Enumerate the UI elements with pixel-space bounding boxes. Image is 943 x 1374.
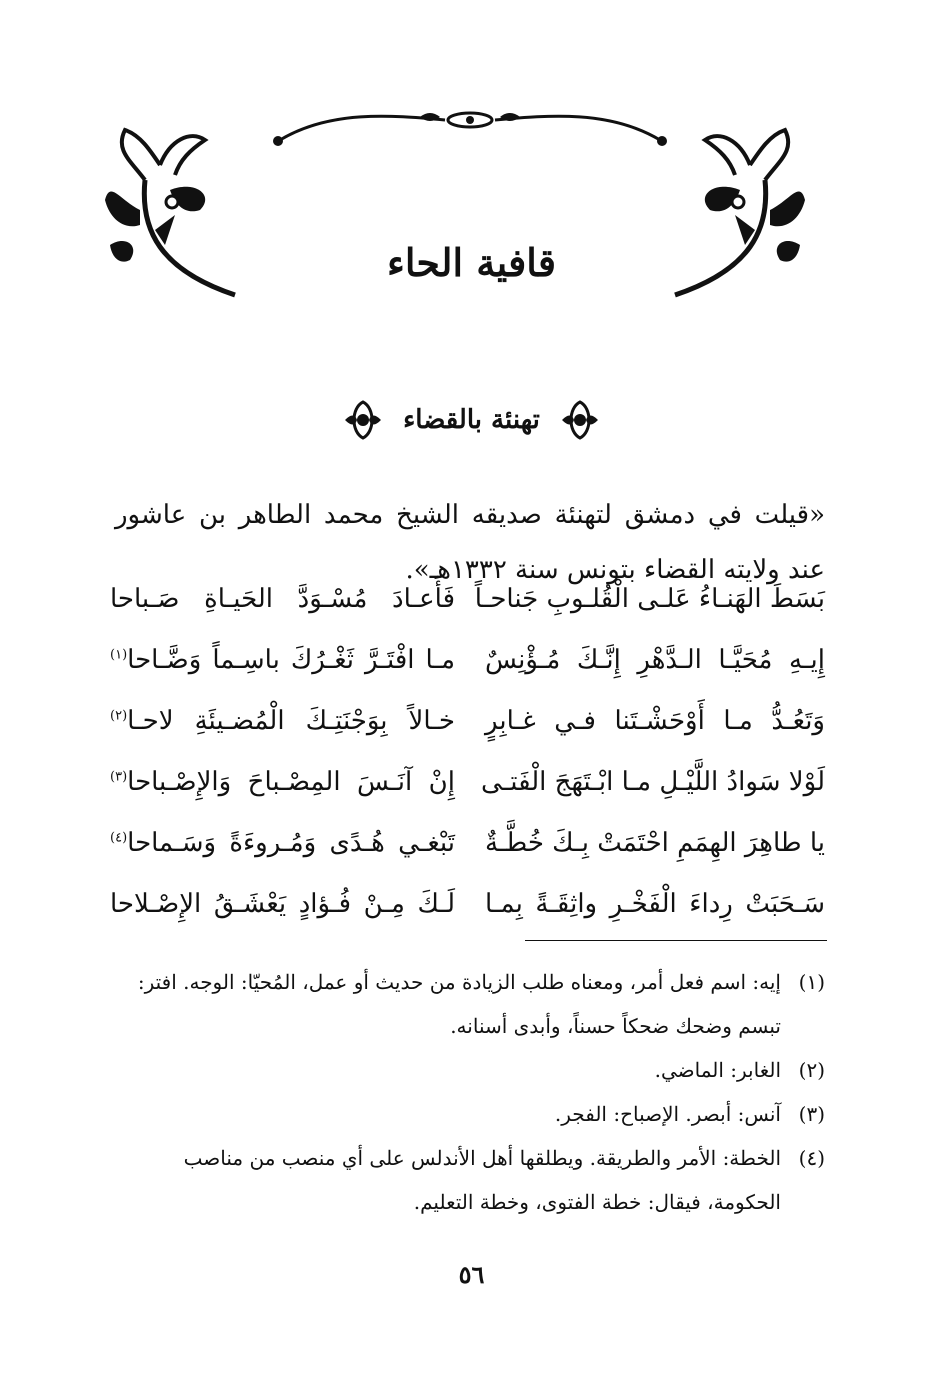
verse-second-hemistich: مـا افْتَـرَّ ثَغْـرُكَ باسِـماً وَضَّـاحا$^{(١)}$ [110,644,455,675]
footnote-ref: (٤) [110,829,128,845]
verse-first-hemistich: وَتَعُـدُّ مـا أَوْحَشْـتَنا فـي غـابِرٍ [485,705,825,736]
footnote-ref: (٣) [110,768,128,784]
footnote [110,960,825,1048]
verse-first-hemistich: سَـحَبَتْ رِداءَ الْفَخْـرِ واثِقَـةً بِمـا [485,888,825,919]
section-title: تهنئة بالقضاء [403,405,540,435]
verse-first-hemistich: يا طاهِرَ الهِمَمِ احْتَمَتْ بِـكَ خُطَّـةٌ [484,827,825,858]
footnote-ref: (٢) [110,707,128,723]
verse-line [110,751,825,812]
verse-line [110,812,825,873]
verse-second-hemistich: لَـكَ مِـنْ فُـؤادٍ يَعْشَـقُ الإِصْـلاحا [110,888,455,919]
page-number: ٥٦ [458,1260,485,1289]
verse-second-hemistich: خـالاً بِوَجْنَتِـكَ الْمُضـيئَةِ لاحـا$^{(٢)}$ [110,705,455,736]
verse-first-hemistich: لَوْلا سَوادُ اللَّيْـلِ مـا ابْـتَهَجَ الْفَتـى [480,766,825,797]
verse-first-hemistich: إِيـهِ مُحَيَّـا الـدَّهْرِ إِنَّـكَ مُـؤْنِسٌ [485,644,825,675]
footnote [110,1136,825,1224]
verse-second-hemistich: تَبْغـي هُـدًى وَمُـروءَةً وَسَـماحا$^{(٤)}$ [110,827,455,858]
chapter-title: قافية الحاء [386,240,557,285]
footnote [110,1092,825,1136]
verse-line [110,690,825,751]
footnote-ref: (١) [110,646,128,662]
header-ornament [270,95,670,155]
footnote-text: الخطة: الأمر والطريقة. ويطلقها أهل الأندلس على أي منصب من مناصب الحكومة، فيقال: خطة الفتوى، وخطة التعليم. [183,1146,781,1214]
footnote-text: آنس: أبصر. الإصباح: الفجر. [554,1102,781,1126]
verse-second-hemistich: فَأَعـادَ مُسْـوَدَّ الحَيـاةِ صَـباحا [110,583,455,614]
footnotes [110,960,825,1224]
intro-paragraph: «قيلت في دمشق لتهنئة صديقه الشيخ محمد الطاهر بن عاشور عند ولايته القضاء بتونس سنة ١٣٣٢هـ». [115,500,825,585]
verse-line [110,629,825,690]
footnote-number: (٤) [798,1146,825,1170]
footnote-text: الغابر: الماضي. [654,1058,781,1082]
section-heading [0,398,943,442]
verse-line [110,873,825,934]
footnote-text: إيه: اسم فعل أمر، ومعناه طلب الزيادة من حديث أو عمل، المُحيّا: الوجه. افتر: تبسم وضحك ضحكاً حسناً، وأبدى أسنانه. [137,970,781,1038]
footnote [110,1048,825,1092]
footnote-number: (٢) [798,1058,825,1082]
verse-first-hemistich: بَسَطَ الهَنـاءُ عَلـى الْقُلـوبِ جَناحـاً [474,583,825,614]
footnote-number: (٣) [798,1102,825,1126]
fleuron-icon [341,398,385,442]
footnote-number: (١) [798,970,825,994]
verse-second-hemistich: إِنْ آنَـسَ المِصْـباحَ وَالإِصْـباحا$^{(٣)}$ [110,766,455,797]
poem [110,568,825,934]
fleuron-icon [558,398,602,442]
verse-line [110,568,825,629]
footnote-separator [525,940,827,941]
